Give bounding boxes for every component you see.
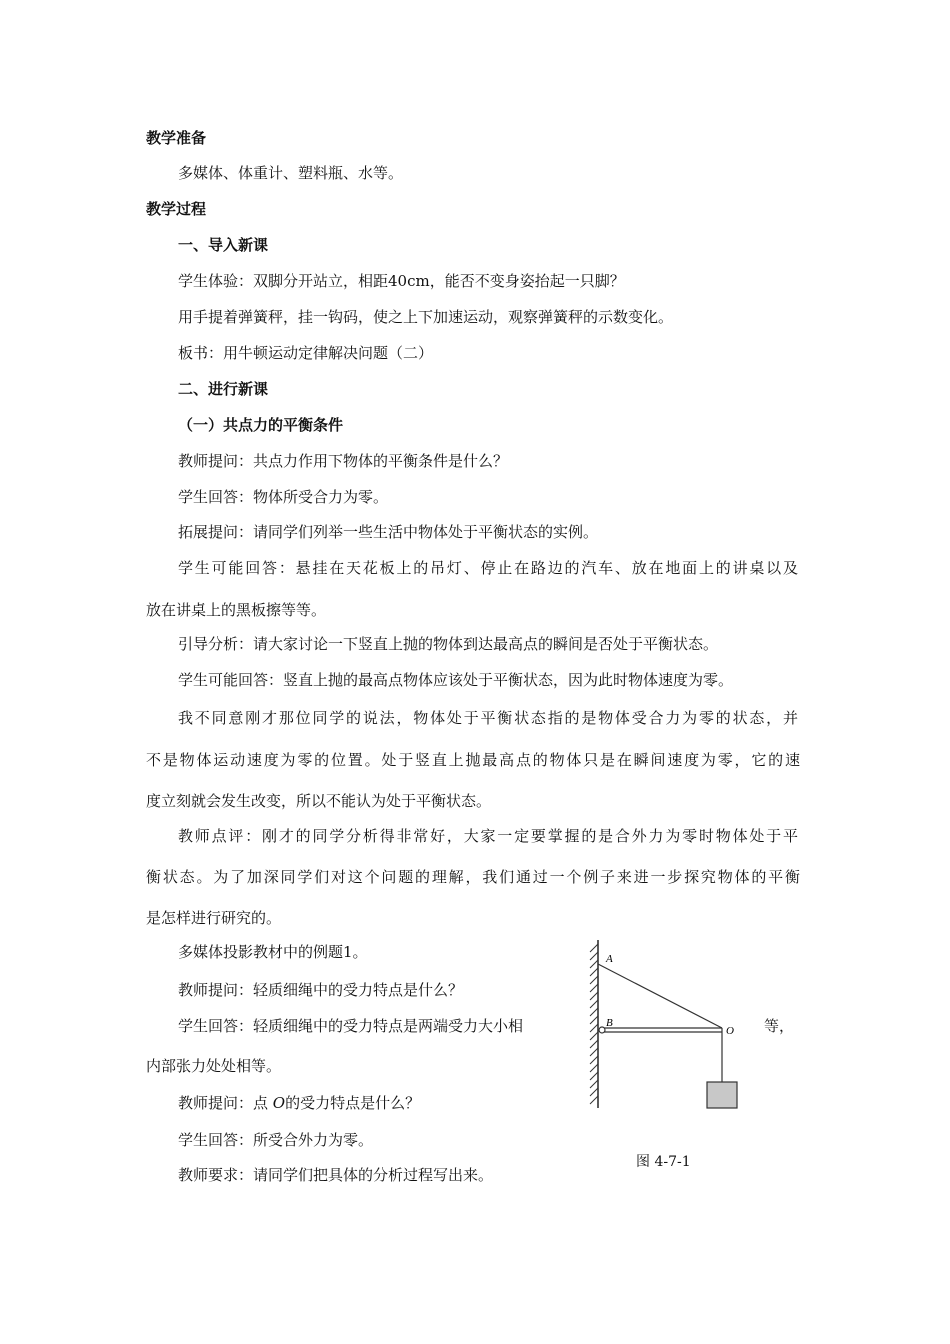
paragraph: 多媒体投影教材中的例题1。	[178, 943, 368, 961]
prep-body: 多媒体、体重计、塑料瓶、水等。	[178, 164, 404, 182]
paragraph: 教师提问：轻质细绳中的受力特点是什么？	[178, 981, 464, 999]
paragraph: 教师提问：共点力作用下物体的平衡条件是什么？	[178, 452, 509, 470]
question-prefix: 教师提问：点	[178, 1094, 273, 1112]
heading-sub1: （一）共点力的平衡条件	[178, 416, 344, 434]
weight-block	[707, 1082, 737, 1108]
paragraph: 是怎样进行研究的。	[146, 909, 282, 927]
paragraph: 引导分析：请大家讨论一下竖直上抛的物体到达最高点的瞬间是否处于平衡状态。	[178, 635, 719, 653]
paragraph: 用手提着弹簧秤，挂一钩码，使之上下加速运动，观察弹簧秤的示数变化。	[178, 308, 674, 326]
figure-4-7-1	[580, 938, 780, 1118]
paragraph: 拓展提问：请同学们列举一些生活中物体处于平衡状态的实例。	[178, 523, 599, 541]
paragraph: 学生回答：物体所受合力为零。	[178, 488, 389, 506]
paragraph-continuation: 等，	[764, 1017, 795, 1035]
label-o: O	[726, 1025, 734, 1037]
heading-part2: 二、进行新课	[178, 380, 269, 398]
paragraph: 学生回答：轻质细绳中的受力特点是两端受力大小相	[178, 1017, 524, 1035]
paragraph: 度立刻就会发生改变，所以不能认为处于平衡状态。	[146, 792, 492, 810]
paragraph: 学生体验：双脚分开站立，相距40cm，能否不变身姿抬起一只脚？	[178, 272, 625, 290]
paragraph: 衡状态。为了加深同学们对这个问题的理解，我们通过一个例子来进一步探究物体的平衡	[146, 868, 800, 886]
paragraph: 放在讲桌上的黑板擦等等。	[146, 601, 327, 619]
heading-teaching-process: 教学过程	[146, 200, 207, 218]
label-b: B	[606, 1017, 613, 1029]
paragraph: 教师点评：刚才的同学分析得非常好，大家一定要掌握的是合外力为零时物体处于平	[178, 827, 798, 845]
question-suffix: 的受力特点是什么？	[285, 1094, 421, 1112]
figure-caption: 图 4-7-1	[636, 1154, 691, 1170]
paragraph	[178, 1093, 420, 1113]
paragraph: 我不同意刚才那位同学的说法，物体处于平衡状态指的是物体受合力为零的状态，并	[178, 709, 798, 727]
paragraph: 教师要求：请同学们把具体的分析过程写出来。	[178, 1166, 494, 1184]
paragraph: 内部张力处处相等。	[146, 1057, 282, 1075]
paragraph: 学生可能回答：悬挂在天花板上的吊灯、停止在路边的汽车、放在地面上的讲桌以及	[178, 559, 798, 577]
paragraph: 板书：用牛顿运动定律解决问题（二）	[178, 344, 434, 362]
rope-ao	[598, 964, 722, 1028]
heading-teaching-prep: 教学准备	[146, 129, 207, 147]
paragraph: 学生回答：所受合外力为零。	[178, 1131, 374, 1149]
paragraph: 不是物体运动速度为零的位置。处于竖直上抛最高点的物体只是在瞬间速度为零，它的速	[146, 751, 800, 769]
label-a: A	[606, 953, 613, 965]
wall	[590, 940, 598, 1108]
hinge-b	[599, 1027, 605, 1033]
paragraph: 学生可能回答：竖直上抛的最高点物体应该处于平衡状态，因为此时物体速度为零。	[178, 671, 734, 689]
point-o: O	[272, 1094, 286, 1112]
heading-part1: 一、导入新课	[178, 236, 269, 254]
